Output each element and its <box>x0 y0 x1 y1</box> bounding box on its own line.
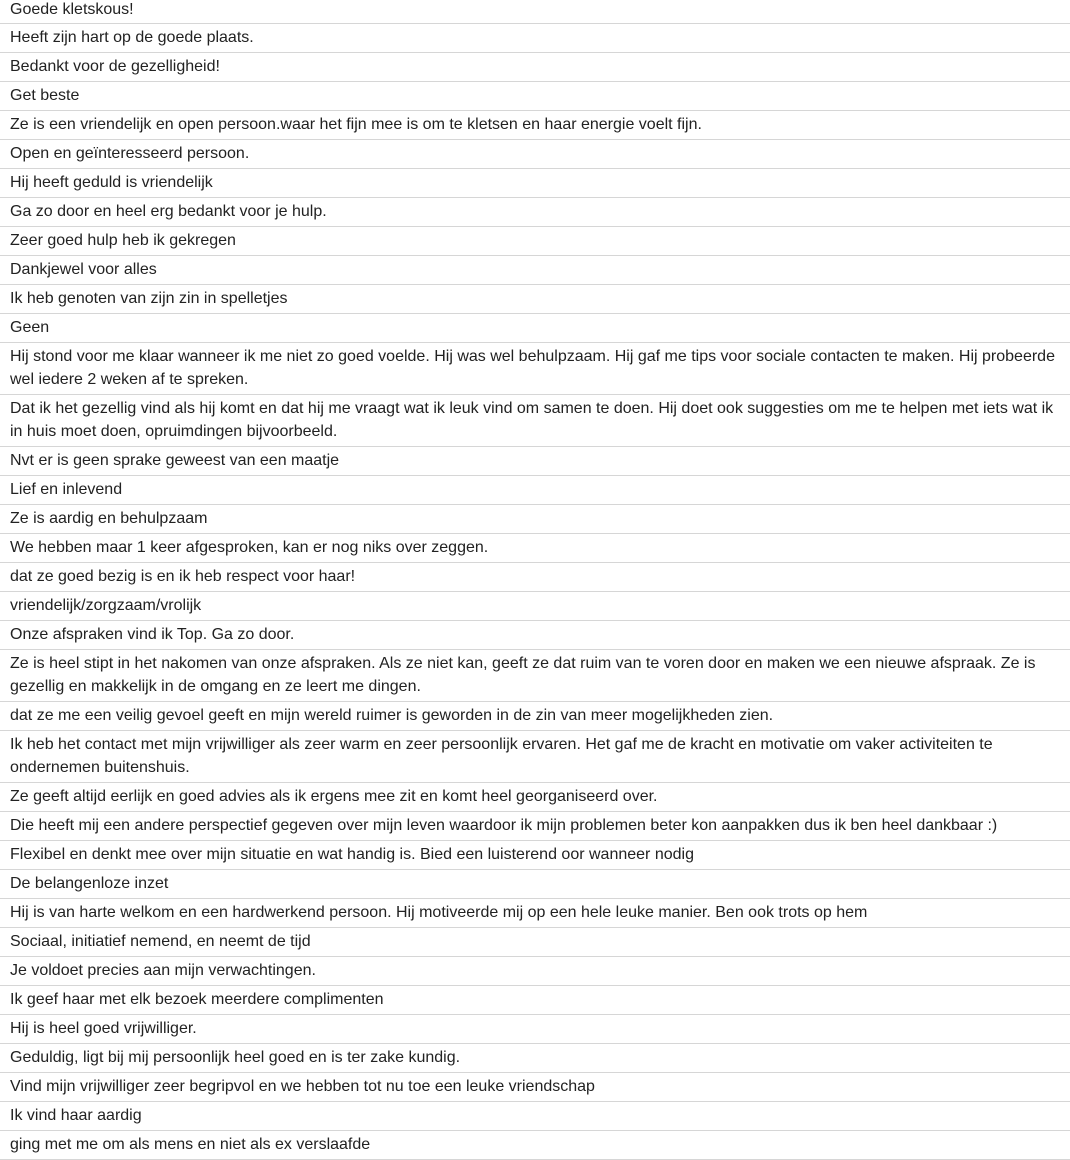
list-item: Ze geeft altijd eerlijk en goed advies als ik ergens mee zit en komt heel georganiseerd over. <box>0 783 1070 812</box>
list-item: Onze afspraken vind ik Top. Ga zo door. <box>0 621 1070 650</box>
list-item: Ik geef haar met elk bezoek meerdere complimenten <box>0 986 1070 1015</box>
list-item: Ze is een vriendelijk en open persoon.waar het fijn mee is om te kletsen en haar energie voelt fijn. <box>0 111 1070 140</box>
list-item: dat ze me een veilig gevoel geeft en mijn wereld ruimer is geworden in de zin van meer mogelijkheden zien. <box>0 702 1070 731</box>
list-item: Ik heb genoten van zijn zin in spelletjes <box>0 285 1070 314</box>
list-item: Geen <box>0 314 1070 343</box>
list-item: vriendelijk/zorgzaam/vrolijk <box>0 592 1070 621</box>
list-item: Die heeft mij een andere perspectief gegeven over mijn leven waardoor ik mijn problemen beter kon aanpakken dus ik ben heel dankbaar :) <box>0 812 1070 841</box>
list-item: Open en geïnteresseerd persoon. <box>0 140 1070 169</box>
list-item: Ga zo door en heel erg bedankt voor je hulp. <box>0 198 1070 227</box>
list-item: Hij is van harte welkom en een hardwerkend persoon. Hij motiveerde mij op een hele leuke manier. Ben ook trots op hem <box>0 899 1070 928</box>
list-item: Hij heeft geduld is vriendelijk <box>0 169 1070 198</box>
list-item: Get beste <box>0 82 1070 111</box>
list-item: Flexibel en denkt mee over mijn situatie en wat handig is. Bied een luisterend oor wanneer nodig <box>0 841 1070 870</box>
list-item: Heeft zijn hart op de goede plaats. <box>0 24 1070 53</box>
list-item: Geduldig, ligt bij mij persoonlijk heel goed en is ter zake kundig. <box>0 1044 1070 1073</box>
list-item: Goede kletskous! <box>0 0 1070 24</box>
list-item: Dankjewel voor alles <box>0 256 1070 285</box>
list-item: Hij is heel goed vrijwilliger. <box>0 1015 1070 1044</box>
list-item: Dat ik het gezellig vind als hij komt en dat hij me vraagt wat ik leuk vind om samen te doen. Hij doet ook suggesties om me te helpen met iets wat ik in huis moet doen, opruimdingen bijvoorbeeld. <box>0 395 1070 447</box>
list-item: dat ze goed bezig is en ik heb respect voor haar! <box>0 563 1070 592</box>
list-item: Je voldoet precies aan mijn verwachtingen. <box>0 957 1070 986</box>
list-item: We hebben maar 1 keer afgesproken, kan er nog niks over zeggen. <box>0 534 1070 563</box>
list-item: Bedankt voor de gezelligheid! <box>0 53 1070 82</box>
list-item: Vind mijn vrijwilliger zeer begripvol en we hebben tot nu toe een leuke vriendschap <box>0 1073 1070 1102</box>
list-item: Zeer goed hulp heb ik gekregen <box>0 227 1070 256</box>
list-item: Hij stond voor me klaar wanneer ik me niet zo goed voelde. Hij was wel behulpzaam. Hij gaf me tips voor sociale contacten te maken. Hij probeerde wel iedere 2 weken af te spreken. <box>0 343 1070 395</box>
list-item: Sociaal, initiatief nemend, en neemt de tijd <box>0 928 1070 957</box>
list-item: Nvt er is geen sprake geweest van een maatje <box>0 447 1070 476</box>
list-item: Ze is aardig en behulpzaam <box>0 505 1070 534</box>
list-item: De belangenloze inzet <box>0 870 1070 899</box>
list-item: Ik vind haar aardig <box>0 1102 1070 1131</box>
list-item: ging met me om als mens en niet als ex verslaafde <box>0 1131 1070 1160</box>
list-item: Ik heb het contact met mijn vrijwilliger als zeer warm en zeer persoonlijk ervaren. Het gaf me de kracht en motivatie om vaker activiteiten te ondernemen buitenshuis. <box>0 731 1070 783</box>
list-item: Lief en inlevend <box>0 476 1070 505</box>
list-item: Ze is heel stipt in het nakomen van onze afspraken. Als ze niet kan, geeft ze dat ruim van te voren door en maken we een nieuwe afspraak. Ze is gezellig en makkelijk in de omgang en ze leert me dingen. <box>0 650 1070 702</box>
